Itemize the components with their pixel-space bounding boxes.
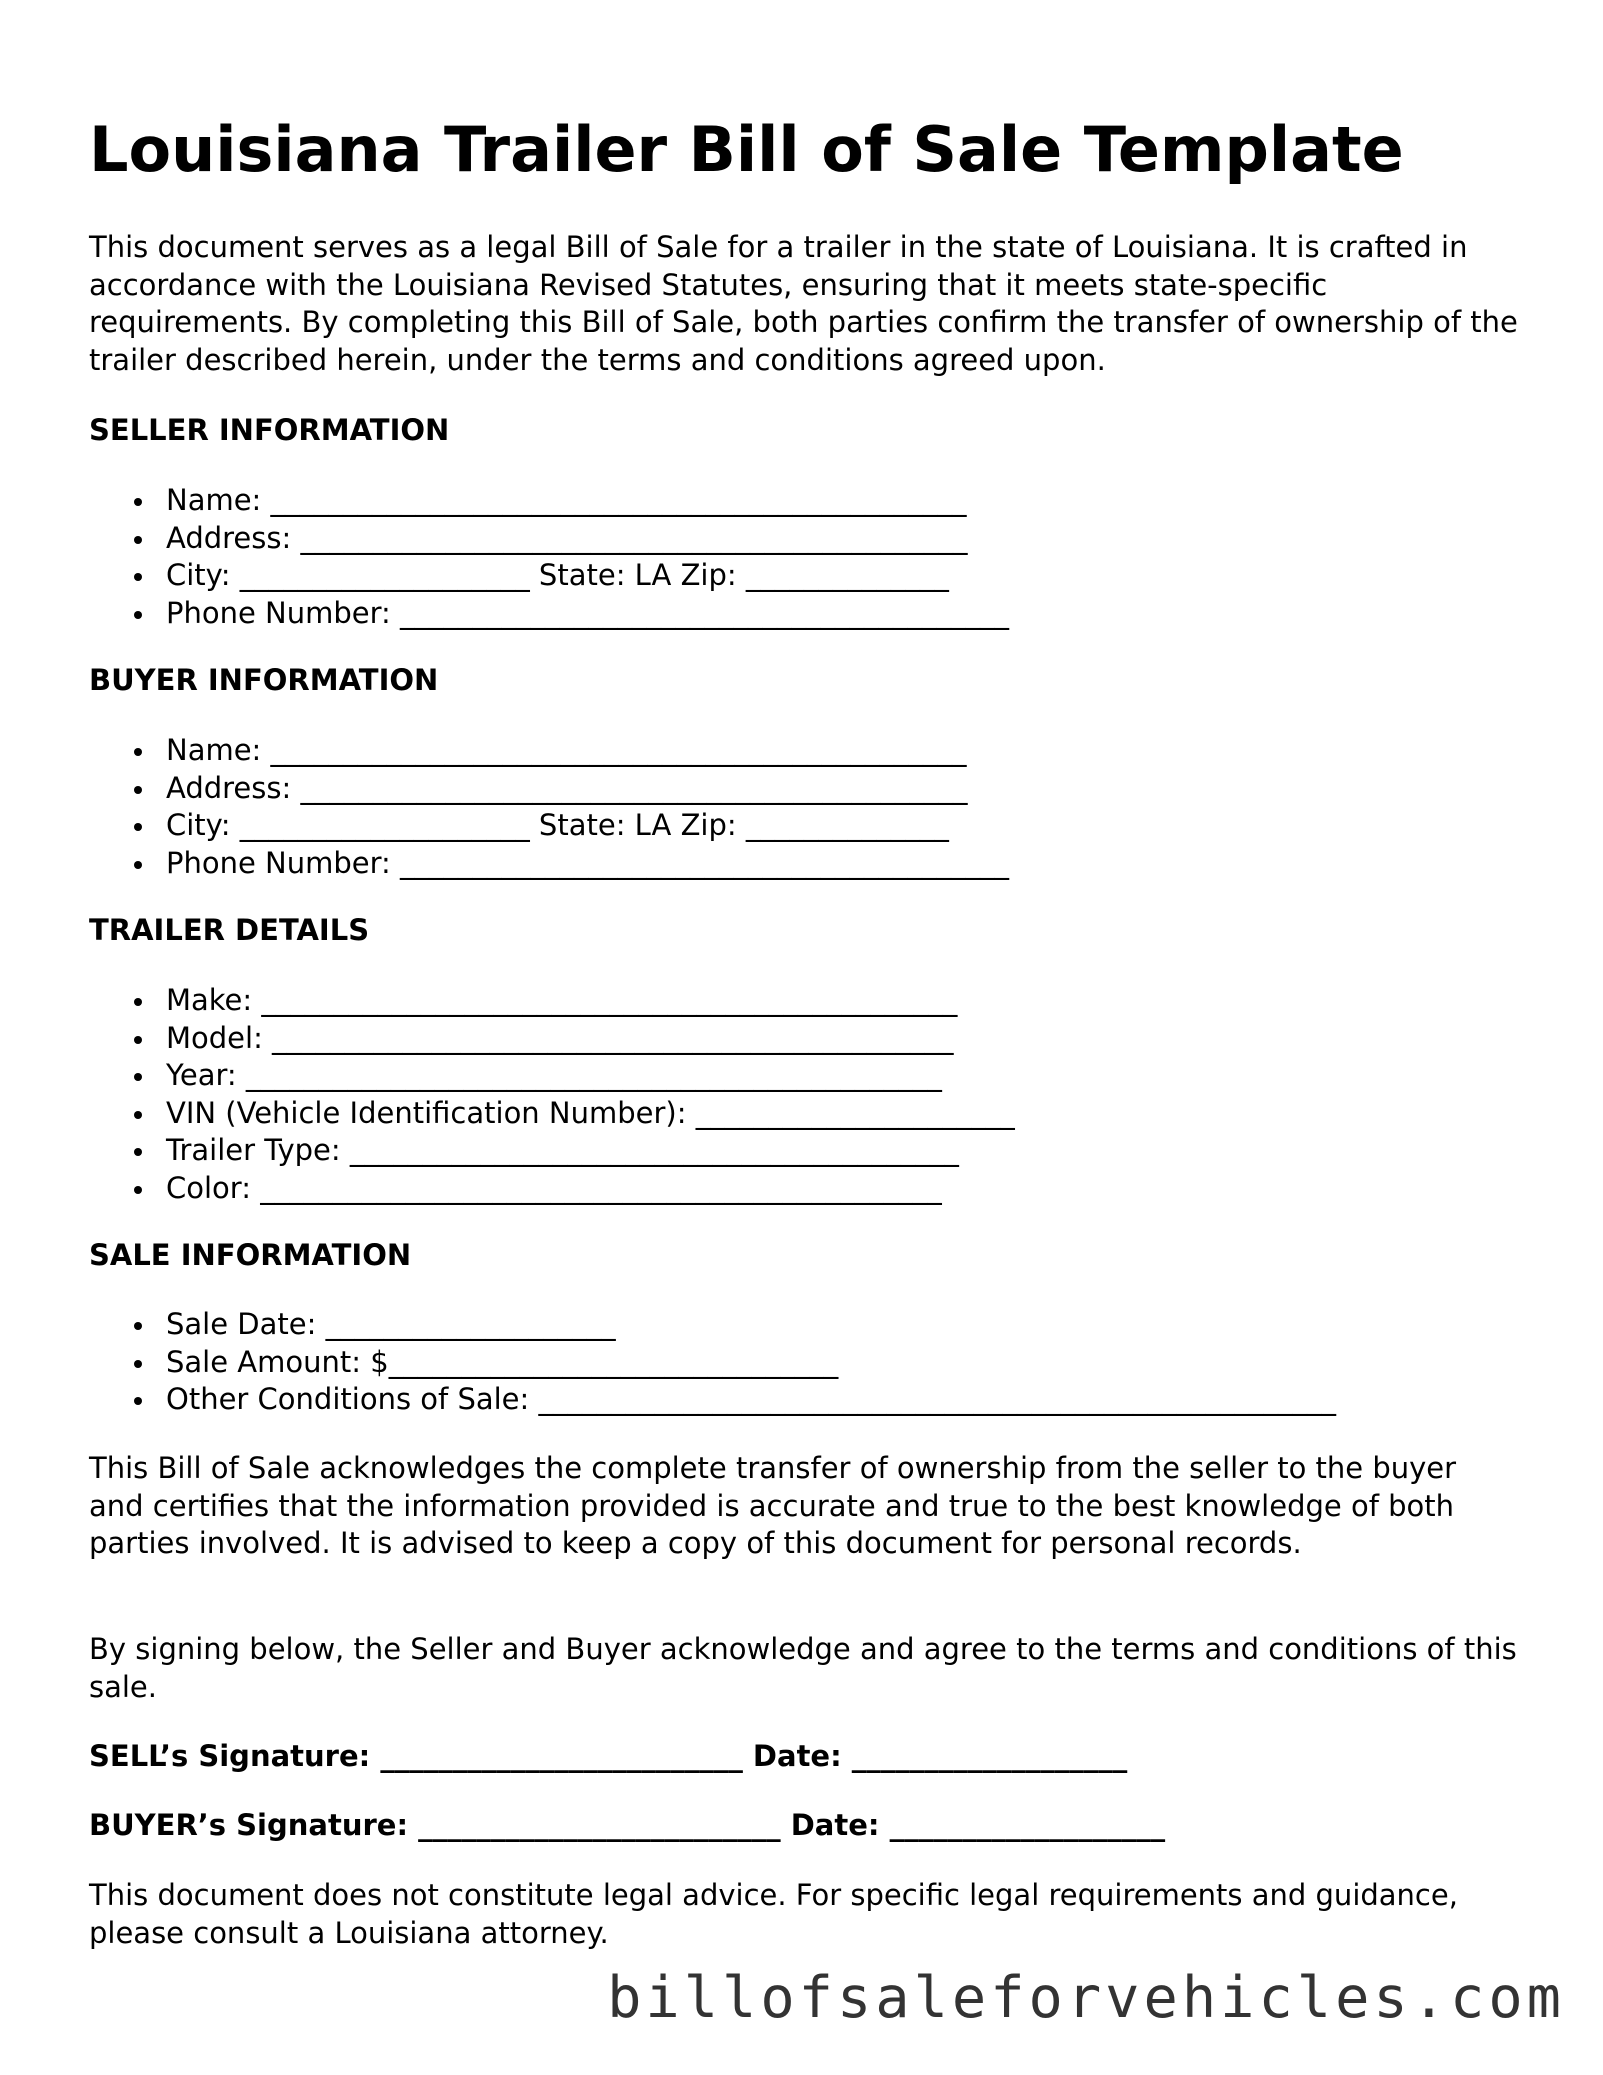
sale-heading: SALE INFORMATION [89,1238,412,1272]
buyer-heading: BUYER INFORMATION [89,663,439,697]
sale-amount-field: Sale Amount: $_______________________________ [89,1344,1336,1382]
sale-fields [89,1306,1336,1419]
document-title: Louisiana Trailer Bill of Sale Template [89,113,1404,186]
seller-heading: SELLER INFORMATION [89,413,450,447]
seller-signature-line: SELL’s Signature: _________________________ Date: ___________________ [89,1739,1128,1773]
trailer-model-field: Model: _______________________________________________ [89,1020,1015,1058]
sale-conditions-field: Other Conditions of Sale: _______________________________________________________ [89,1381,1336,1419]
agreement-paragraph: By signing below, the Seller and Buyer acknowledge and agree to the terms and conditions of this sale. [89,1632,1517,1704]
trailer-fields [89,982,1015,1207]
disclaimer-paragraph: This document does not constitute legal advice. For specific legal requirements and guidance, please consult a Louisiana attorney. [89,1878,1458,1950]
sale-date-field: Sale Date: ____________________ [89,1306,1336,1344]
buyer-fields [89,732,1009,882]
trailer-type-field: Trailer Type: __________________________________________ [89,1132,1015,1170]
buyer-city-field: City: ____________________ State: LA Zip: ______________ [89,807,1009,845]
trailer-color-field: Color: _______________________________________________ [89,1170,1015,1208]
seller-name-field: Name: ________________________________________________ [89,482,1009,520]
trailer-heading: TRAILER DETAILS [89,913,370,947]
trailer-vin-field: VIN (Vehicle Identification Number): ______________________ [89,1095,1015,1133]
seller-city-field: City: ____________________ State: LA Zip: ______________ [89,557,1009,595]
buyer-phone-field: Phone Number: __________________________________________ [89,845,1009,883]
acknowledgement-paragraph: This Bill of Sale acknowledges the complete transfer of ownership from the seller to the buyer and certifies that the information provided is accurate and true to the best knowledge of both parties involved. It is advised to keep a copy of this document for personal records. [89,1451,1457,1560]
trailer-make-field: Make: ________________________________________________ [89,982,1015,1020]
intro-paragraph: This document serves as a legal Bill of Sale for a trailer in the state of Louisiana. It is crafted in accordance with the Louisiana Revised Statutes, ensuring that it meets state-specific requirements. By completing this Bill of Sale, both parties confirm the transfer of ownership of the trailer described herein, under the terms and conditions agreed upon. [89,230,1518,377]
buyer-address-field: Address: ______________________________________________ [89,770,1009,808]
site-watermark: billofsaleforvehicles.com [607,1965,1565,2031]
seller-address-field: Address: ______________________________________________ [89,520,1009,558]
buyer-name-field: Name: ________________________________________________ [89,732,1009,770]
seller-phone-field: Phone Number: __________________________________________ [89,595,1009,633]
seller-fields [89,482,1009,632]
buyer-signature-line: BUYER’s Signature: _________________________ Date: ___________________ [89,1808,1166,1842]
trailer-year-field: Year: ________________________________________________ [89,1057,1015,1095]
